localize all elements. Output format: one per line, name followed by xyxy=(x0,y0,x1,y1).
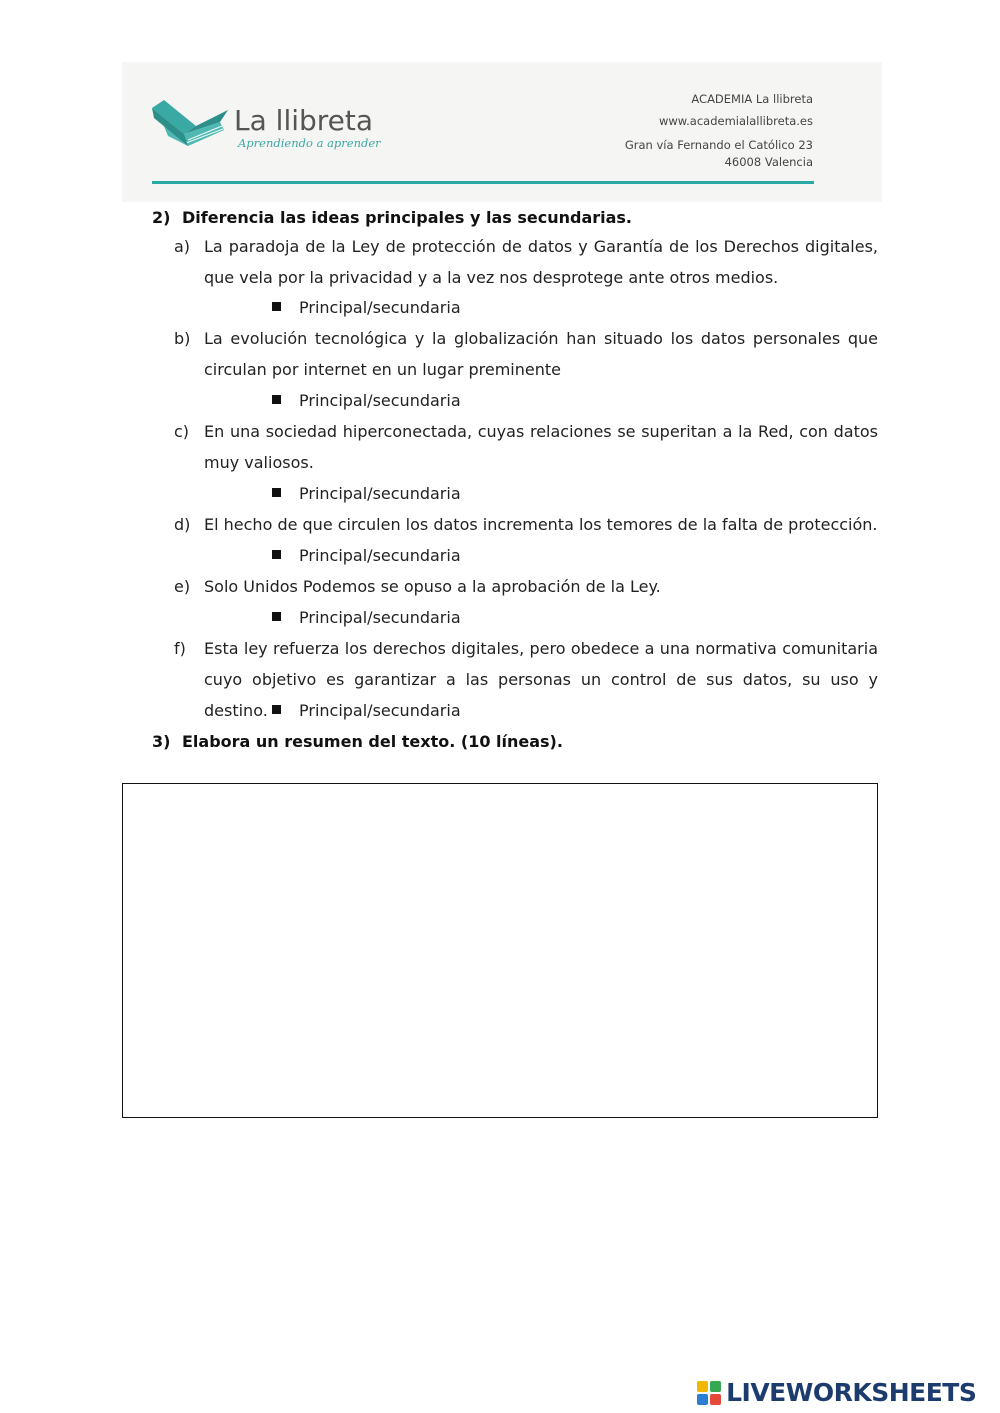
address-line-1: Gran vía Fernando el Católico 23 xyxy=(624,138,813,152)
item-a-letter: a) xyxy=(174,237,191,256)
question-2-heading xyxy=(152,208,632,227)
item-b-option xyxy=(272,391,461,410)
book-logo-icon xyxy=(150,96,230,152)
item-a-text: La paradoja de la Ley de protección de datos y Garantía de los Derechos digitales, que vela por la privacidad y a la vez nos desprotege ante otros medios. xyxy=(204,237,878,287)
bullet-icon xyxy=(272,705,281,714)
bullet-icon xyxy=(272,488,281,497)
item-d-text: El hecho de que circulen los datos incrementa los temores de la falta de protección. xyxy=(204,515,878,534)
item-f-option xyxy=(272,701,461,720)
item-c-letter: c) xyxy=(174,422,190,441)
item-e-option xyxy=(272,608,461,627)
question-3-title: Elabora un resumen del texto. (10 líneas). xyxy=(182,732,563,751)
question-2-title: Diferencia las ideas principales y las secundarias. xyxy=(182,208,633,227)
academy-name: ACADEMIA La llibreta xyxy=(691,92,813,106)
liveworksheets-logo xyxy=(697,1378,976,1408)
option-label: Principal/secundaria xyxy=(299,298,461,317)
question-3-heading xyxy=(152,732,563,751)
item-a-option xyxy=(272,298,461,317)
brand-tagline: Aprendiendo a aprender xyxy=(238,136,381,150)
question-2-number: 2) xyxy=(152,208,171,227)
item-c-option xyxy=(272,484,461,503)
item-d-letter: d) xyxy=(174,515,191,534)
bullet-icon xyxy=(272,550,281,559)
option-label: Principal/secundaria xyxy=(299,608,461,627)
item-b-text: La evolución tecnológica y la globalización han situado los datos personales que circulan por internet en un lugar preminente xyxy=(204,329,878,379)
bullet-icon xyxy=(272,612,281,621)
option-label: Principal/secundaria xyxy=(299,391,461,410)
liveworksheets-grid-icon xyxy=(697,1381,721,1405)
address-line-2: 46008 Valencia xyxy=(724,155,813,169)
option-label: Principal/secundaria xyxy=(299,484,461,503)
item-c-text: En una sociedad hiperconectada, cuyas relaciones se superitan a la Red, con datos muy valiosos. xyxy=(204,422,878,472)
liveworksheets-wordmark: LIVEWORKSHEETS xyxy=(726,1378,977,1407)
option-label: Principal/secundaria xyxy=(299,546,461,565)
website-text: www.academialallibreta.es xyxy=(658,114,813,128)
item-f-letter: f) xyxy=(174,639,186,658)
item-e-letter: e) xyxy=(174,577,191,596)
header-divider xyxy=(152,181,814,184)
bullet-icon xyxy=(272,395,281,404)
question-3-number: 3) xyxy=(152,732,171,751)
brand-title: La llibreta xyxy=(234,104,374,137)
item-b-letter: b) xyxy=(174,329,191,348)
option-label: Principal/secundaria xyxy=(299,701,461,720)
item-e-text: Solo Unidos Podemos se opuso a la aprobación de la Ley. xyxy=(204,577,661,596)
item-f-text: Esta ley refuerza los derechos digitales, pero obedece a una normativa comunitaria cuyo objetivo es garantizar a las personas un control de sus datos, su uso y destino. xyxy=(204,639,878,720)
bullet-icon xyxy=(272,302,281,311)
item-d-option xyxy=(272,546,461,565)
summary-answer-box[interactable] xyxy=(122,783,878,1118)
